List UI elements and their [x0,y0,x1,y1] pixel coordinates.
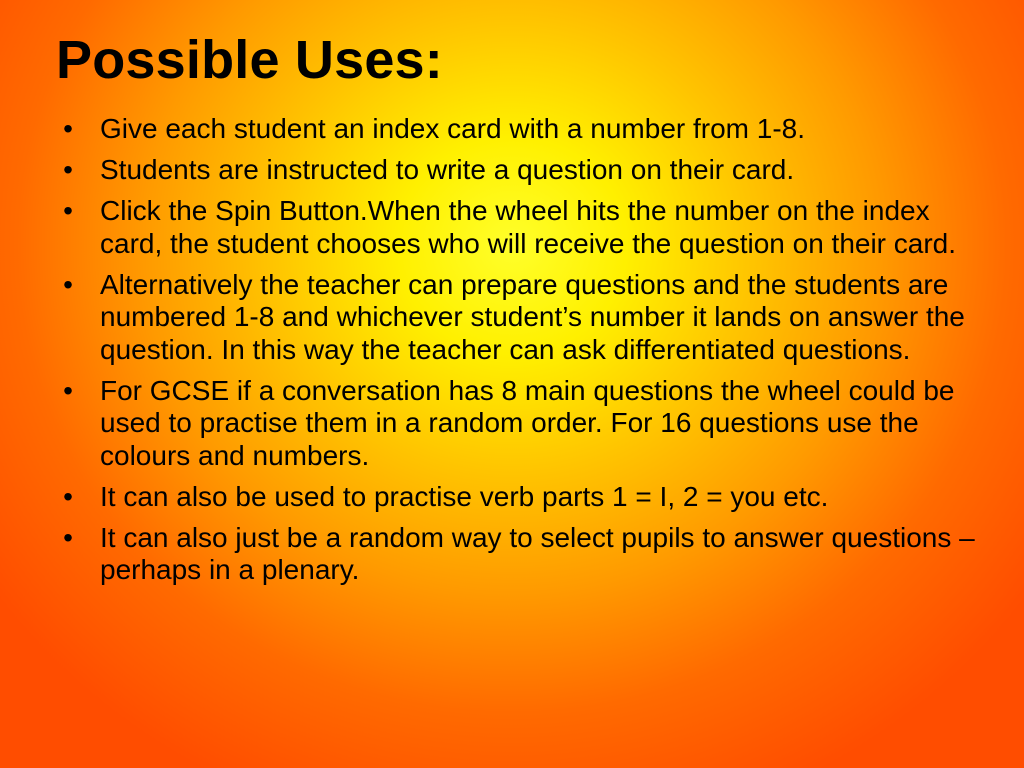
bullet-dot-icon: • [63,521,73,553]
slide-title: Possible Uses: [56,30,443,90]
bullet-dot-icon: • [63,268,73,300]
bullet-list [63,113,980,595]
bullet-text: It can also be used to practise verb parts 1 = I, 2 = you etc. [100,480,829,512]
bullet-dot-icon: • [63,195,73,226]
bullet-dot-icon: • [63,113,73,144]
bullet-item [63,480,980,514]
bullet-text: For GCSE if a conversation has 8 main questions the wheel could be used to practise them in a random order. For 16 questions use the colours and numbers. [100,374,955,471]
bullet-text: It can also just be a random way to select pupils to answer questions – perhaps in a plenary. [100,521,975,585]
bullet-item [63,374,980,473]
bullet-text: Alternatively the teacher can prepare questions and the students are numbered 1-8 and whichever student’s number it lands on answer the question. In this way the teacher can ask differentiated questions. [100,268,965,365]
bullet-text: Give each student an index card with a number from 1-8. [100,113,806,144]
bullet-dot-icon: • [63,374,73,406]
bullet-item [63,268,980,367]
bullet-text: Students are instructed to write a question on their card. [100,154,795,185]
bullet-dot-icon: • [63,480,73,512]
bullet-dot-icon: • [63,154,73,185]
bullet-item [63,113,980,146]
bullet-item [63,521,980,587]
bullet-item [63,154,980,187]
bullet-text: Click the Spin Button.When the wheel hits the number on the index card, the student chooses who will receive the question on their card. [100,195,957,259]
bullet-item [63,195,980,260]
